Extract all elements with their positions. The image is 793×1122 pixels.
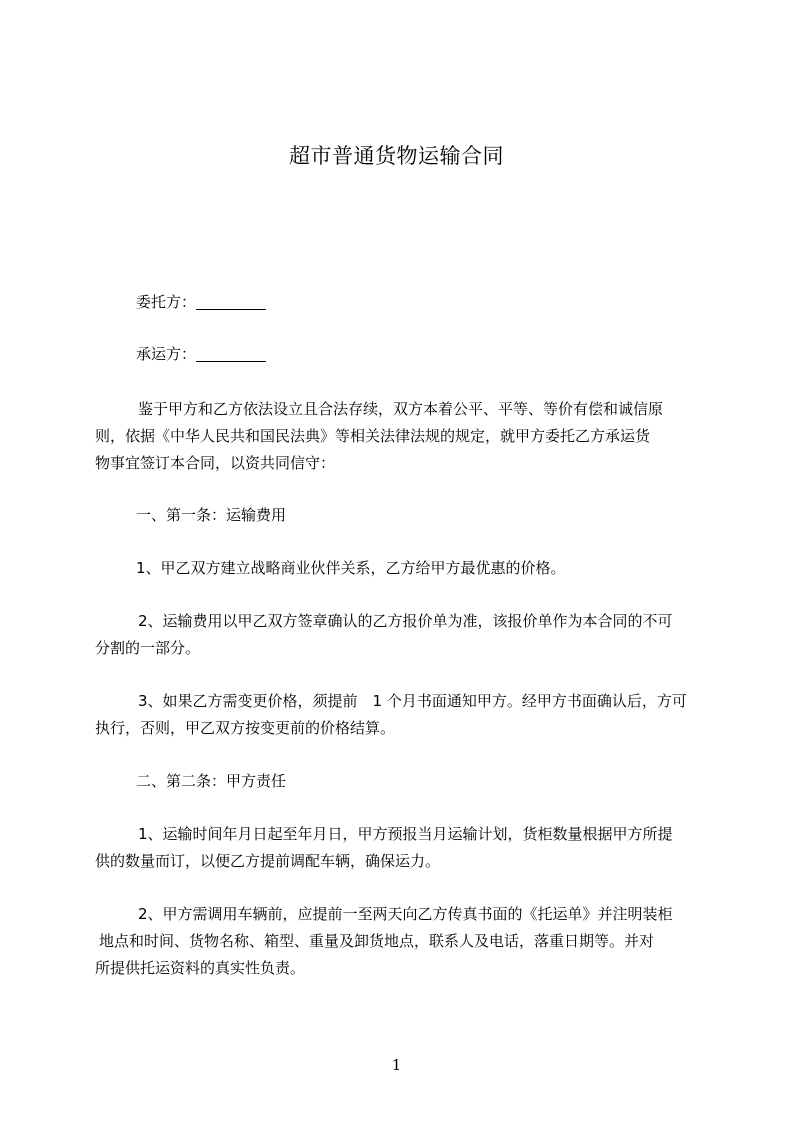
clause-line: 分割的一部分。	[95, 639, 201, 657]
article2-heading: 二、第二条：甲方责任	[136, 772, 287, 790]
consignor-blank	[196, 295, 266, 310]
clause-line: 2、甲方需调用车辆前，应提前一至两天向乙方传真书面的《托运单》并注明装柜	[138, 905, 673, 923]
clause-line: 所提供托运资料的真实性负责。	[95, 959, 306, 977]
carrier-line	[136, 343, 266, 365]
clause-line: 1、甲乙双方建立战略商业伙伴关系，乙方给甲方最优惠的价格。	[136, 559, 566, 577]
clause-line: 执行，否则，甲乙双方按变更前的价格结算。	[95, 719, 396, 737]
carrier-blank	[196, 347, 266, 362]
carrier-label: 承运方：	[136, 345, 197, 363]
consignor-line	[136, 291, 266, 313]
clause-line: 2、运输费用以甲乙双方签章确认的乙方报价单为准，该报价单作为本合同的不可	[138, 612, 673, 630]
clause-line: 供的数量而订，以便乙方提前调配车辆，确保运力。	[95, 852, 441, 870]
article1-heading: 一、第一条：运输费用	[136, 506, 287, 524]
contract-title: 超市普通货物运输合同	[289, 144, 504, 168]
consignor-label: 委托方：	[136, 293, 197, 311]
preamble-line: 则，依据《中华人民共和国民法典》等相关法律法规的规定，就甲方委托乙方承运货	[95, 427, 651, 445]
clause-line: 1、运输时间年月日起至年月日，甲方预报当月运输计划，货柜数量根据甲方所提	[138, 825, 673, 843]
preamble-line: 鉴于甲方和乙方依法设立且合法存续，双方本着公平、平等、等价有偿和诚信原	[138, 400, 664, 418]
clause-line: 地点和时间、货物名称、箱型、重量及卸货地点，联系人及电话，落重日期等。并对	[99, 932, 655, 950]
page-number: 1	[391, 1056, 402, 1074]
clause-line: 3、如果乙方需变更价格，须提前 1 个月书面通知甲方。经甲方书面确认后，方可	[138, 692, 687, 710]
preamble-line: 物事宜签订本合同，以资共同信守：	[95, 454, 336, 472]
